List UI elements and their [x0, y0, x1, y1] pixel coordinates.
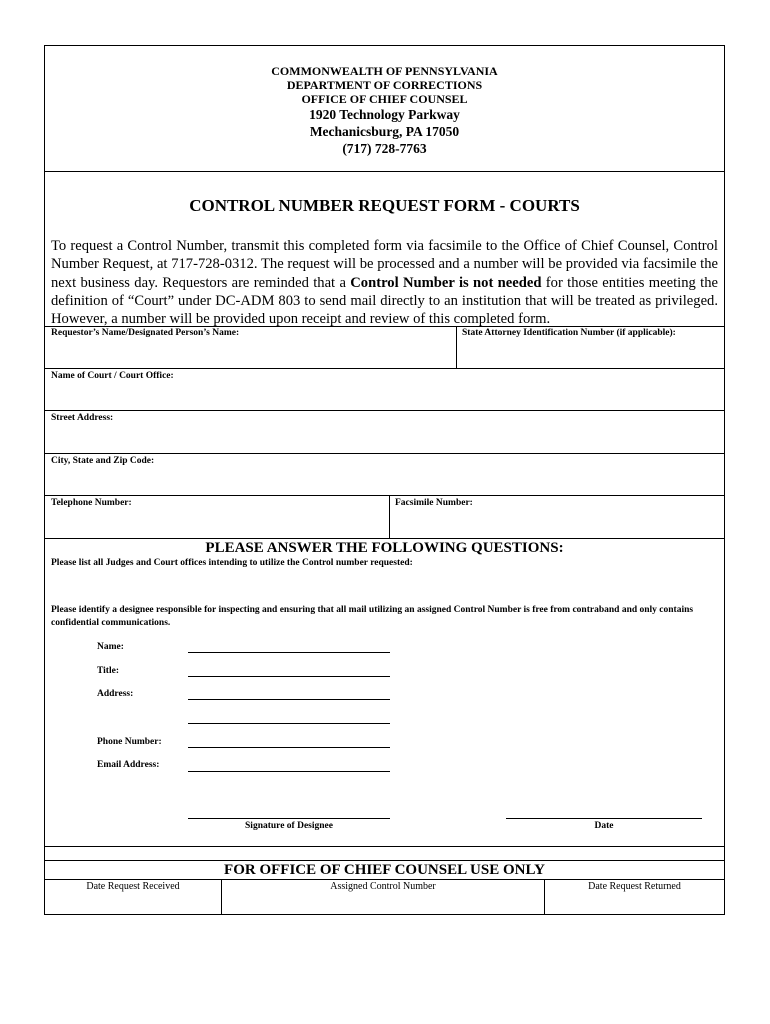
- date-line[interactable]: [506, 818, 702, 819]
- question-designee: Please identify a designee responsible for inspecting and ensuring that all mail utilizing an assigned Control Number is free from contraband and only contains confidential communications.: [51, 605, 694, 628]
- control-number-request-form: [44, 45, 725, 915]
- attorney-id-label: State Attorney Identification Number (if applicable):: [462, 328, 676, 338]
- header-city: Mechanicsburg, PA 17050: [309, 124, 460, 139]
- instructions-bold: Control Number is not needed: [350, 274, 542, 291]
- instructions-paragraph: [51, 237, 718, 328]
- form-title: CONTROL NUMBER REQUEST FORM - COURTS: [189, 196, 580, 215]
- instructions-part1: To request a Control Number, transmit this completed form via facsimile to the Office of Chief Counsel, Control Number Request, at 717-728-0312. The request will be processed and a number will be provided via facsimile the next business day. Requestors are reminded that a: [51, 238, 718, 291]
- divider: [45, 846, 724, 847]
- designee-phone-label: Phone Number:: [97, 737, 162, 747]
- divider: [45, 860, 724, 861]
- attorney-id-field[interactable]: [461, 340, 719, 366]
- designee-email-label: Email Address:: [97, 760, 160, 770]
- divider: [45, 171, 724, 172]
- designee-phone-line[interactable]: [188, 747, 390, 748]
- court-name-label: Name of Court / Court Office:: [51, 371, 174, 381]
- signature-label: Signature of Designee: [245, 821, 333, 831]
- divider: [45, 495, 724, 496]
- requestor-name-field[interactable]: [51, 340, 451, 366]
- date-label: Date: [594, 821, 614, 831]
- street-address-field[interactable]: [51, 425, 719, 451]
- header-phone: (717) 728-7763: [342, 141, 427, 156]
- divider: [45, 326, 724, 327]
- telephone-field[interactable]: [51, 510, 383, 536]
- instructions-part2: for those entities meeting the definition of “Court” under DC-ADM 803 to send mail directly to an institution that will be treated as privileged. However, a number will be provided upon receipt and review of this completed form.: [51, 274, 718, 328]
- divider: [456, 326, 457, 368]
- divider: [45, 368, 724, 369]
- designee-email-line[interactable]: [188, 771, 390, 772]
- designee-address-line-2[interactable]: [188, 723, 390, 724]
- designee-name-label: Name:: [97, 642, 124, 652]
- city-state-zip-field[interactable]: [51, 468, 719, 494]
- fax-field[interactable]: [394, 510, 719, 536]
- divider: [45, 453, 724, 454]
- designee-title-label: Title:: [97, 666, 119, 676]
- letterhead: [45, 64, 724, 157]
- signature-line[interactable]: [188, 818, 390, 819]
- fax-label: Facsimile Number:: [395, 498, 473, 508]
- court-name-field[interactable]: [51, 383, 719, 409]
- designee-name-line[interactable]: [188, 652, 390, 653]
- designee-address-line-1[interactable]: [188, 699, 390, 700]
- header-office: OFFICE OF CHIEF COUNSEL: [301, 92, 468, 106]
- designee-address-label: Address:: [97, 689, 134, 699]
- questions-heading: PLEASE ANSWER THE FOLLOWING QUESTIONS:: [205, 540, 564, 556]
- requestor-name-label: Requestor’s Name/Designated Person’s Name:: [51, 328, 240, 338]
- designee-title-line[interactable]: [188, 676, 390, 677]
- header-commonwealth: COMMONWEALTH OF PENNSYLVANIA: [271, 64, 498, 78]
- divider: [389, 495, 390, 538]
- date-returned-header: Date Request Returned: [588, 881, 681, 892]
- question-judges: Please list all Judges and Court offices intending to utilize the Control number requested:: [51, 558, 413, 568]
- divider: [45, 538, 724, 539]
- header-department: DEPARTMENT OF CORRECTIONS: [286, 78, 483, 92]
- control-number-header: Assigned Control Number: [330, 881, 436, 892]
- city-state-zip-label: City, State and Zip Code:: [51, 456, 155, 466]
- date-received-header: Date Request Received: [86, 881, 180, 892]
- judges-answer-field[interactable]: [51, 571, 719, 601]
- office-use-heading: FOR OFFICE OF CHIEF COUNSEL USE ONLY: [224, 862, 545, 878]
- divider: [45, 879, 724, 880]
- header-street: 1920 Technology Parkway: [309, 107, 460, 122]
- street-address-label: Street Address:: [51, 413, 114, 423]
- telephone-label: Telephone Number:: [51, 498, 132, 508]
- divider: [45, 410, 724, 411]
